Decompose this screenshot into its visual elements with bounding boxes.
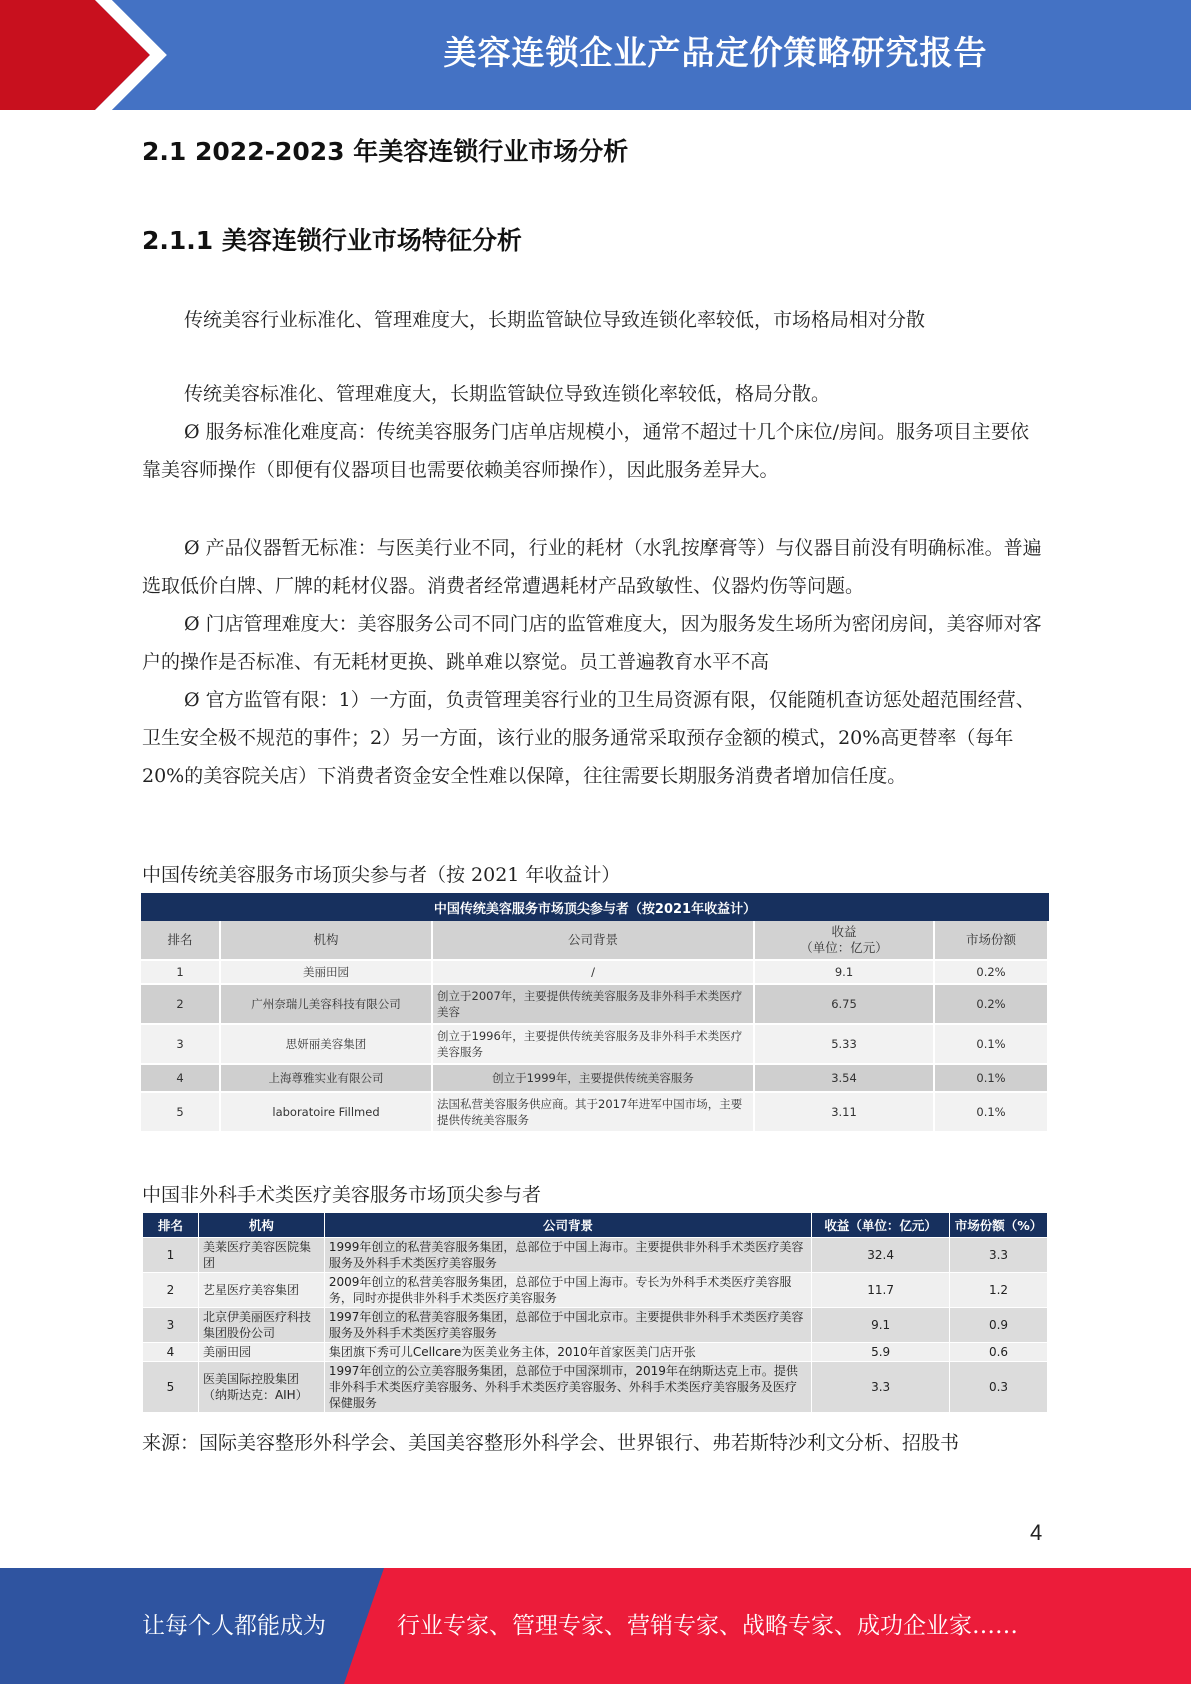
table2-cell-share: 3.3 — [950, 1238, 1048, 1273]
footer-slogan-left: 让每个人都能成为 — [142, 1613, 326, 1639]
table2-cell-revenue: 32.4 — [812, 1238, 950, 1273]
footer-slogan-right: 行业专家、管理专家、营销专家、战略专家、成功企业家…… — [397, 1613, 1018, 1639]
table1-cell-org: 美丽田园 — [221, 961, 433, 985]
table-row — [141, 985, 1049, 1025]
table1-cell-rank: 3 — [141, 1025, 221, 1065]
table1-cell-revenue: 6.75 — [755, 985, 935, 1025]
lead-text: 传统美容行业标准化、管理难度大，长期监管缺位导致连锁化率较低，市场格局相对分散 — [184, 309, 926, 331]
table2-cell-share: 1.2 — [950, 1273, 1048, 1308]
table1-header-revenue-line2: （单位：亿元） — [800, 940, 888, 955]
table-row — [143, 1273, 1048, 1308]
table1-header-revenue — [755, 921, 935, 961]
medical-beauty-table — [142, 1212, 1048, 1413]
table2-header-share: 市场份额（%） — [950, 1213, 1048, 1238]
table2-cell-org: 艺星医疗美容集团 — [198, 1273, 324, 1308]
table2-cell-revenue: 9.1 — [812, 1308, 950, 1343]
table2-cell-org: 医美国际控股集团（纳斯达克：AIH） — [198, 1362, 324, 1413]
table1-cell-revenue: 9.1 — [755, 961, 935, 985]
table-row — [143, 1308, 1048, 1343]
paragraph-2 — [142, 413, 1046, 489]
table1-cell-share: 0.2% — [935, 961, 1049, 985]
table1-cell-bg: 创立于1996年，主要提供传统美容服务及非外科手术类医疗美容服务 — [433, 1025, 755, 1065]
table1-cell-rank: 5 — [141, 1093, 221, 1133]
table1-header-bg: 公司背景 — [433, 921, 755, 961]
table1-cell-rank: 4 — [141, 1065, 221, 1093]
table2-cell-share: 0.9 — [950, 1308, 1048, 1343]
lead-paragraph — [142, 301, 1046, 339]
table1-header-revenue-line1: 收益 — [831, 924, 857, 939]
table2-cell-bg: 1999年创立的私营美容服务集团，总部位于中国上海市。主要提供非外科手术类医疗美容服务及外科手术类医疗美容服务 — [324, 1238, 811, 1273]
table1-caption: 中国传统美容服务市场顶尖参与者（按 2021 年收益计） — [142, 864, 621, 886]
table2-header-revenue: 收益（单位：亿元） — [812, 1213, 950, 1238]
table1-banner: 中国传统美容服务市场顶尖参与者（按2021年收益计） — [141, 893, 1049, 921]
page-number: 4 — [1030, 1520, 1043, 1545]
table2-cell-bg: 2009年创立的私营美容服务集团，总部位于中国上海市。专长为外科手术类医疗美容服务，同时亦提供非外科手术类医疗美容服务 — [324, 1273, 811, 1308]
table1-cell-org: 广州奈瑞儿美容科技有限公司 — [221, 985, 433, 1025]
page-footer — [0, 1568, 1191, 1684]
paragraph-5-text: Ø 官方监管有限：1）一方面，负责管理美容行业的卫生局资源有限，仅能随机查访惩处超范围经营、卫生安全极不规范的事件；2）另一方面，该行业的服务通常采取预存金额的模式，20%高更替率（每年 20%的美容院关店）下消费者资金安全性难以保障，往往需要长期服务消费者增加信任度。 — [142, 689, 1035, 787]
table1-cell-bg: 创立于1999年，主要提供传统美容服务 — [433, 1065, 755, 1093]
table2-cell-rank: 3 — [143, 1308, 199, 1343]
table-row — [143, 1343, 1048, 1362]
section-heading: 2.1 2022-2023 年美容连锁行业市场分析 — [142, 137, 629, 166]
table2-caption: 中国非外科手术类医疗美容服务市场顶尖参与者 — [142, 1184, 542, 1206]
table1-header-org: 机构 — [221, 921, 433, 961]
paragraph-2-text: Ø 服务标准化难度高：传统美容服务门店单店规模小，通常不超过十几个床位/房间。服务项目主要依靠美容师操作（即便有仪器项目也需要依赖美容师操作），因此服务差异大。 — [142, 421, 1030, 481]
table1-header-share: 市场份额 — [935, 921, 1049, 961]
table2-cell-rank: 1 — [143, 1238, 199, 1273]
table2-cell-revenue: 5.9 — [812, 1343, 950, 1362]
table2-cell-revenue: 11.7 — [812, 1273, 950, 1308]
paragraph-1-text: 传统美容标准化、管理难度大，长期监管缺位导致连锁化率较低，格局分散。 — [184, 383, 831, 405]
table-row — [141, 1025, 1049, 1065]
table2-cell-org: 北京伊美丽医疗科技集团股份公司 — [198, 1308, 324, 1343]
table1-cell-rank: 1 — [141, 961, 221, 985]
table-row — [141, 1065, 1049, 1093]
table1-cell-org: laboratoire Fillmed — [221, 1093, 433, 1133]
table1-cell-revenue: 3.54 — [755, 1065, 935, 1093]
table-row — [141, 961, 1049, 985]
page-header — [0, 0, 1191, 110]
table2-cell-revenue: 3.3 — [812, 1362, 950, 1413]
table2-cell-share: 0.6 — [950, 1343, 1048, 1362]
source-note: 来源：国际美容整形外科学会、美国美容整形外科学会、世界银行、弗若斯特沙利文分析、招股书 — [142, 1432, 960, 1454]
table1-cell-share: 0.1% — [935, 1065, 1049, 1093]
table2-cell-org: 美丽田园 — [198, 1343, 324, 1362]
header-title: 美容连锁企业产品定价策略研究报告 — [443, 33, 988, 72]
paragraph-3-text: Ø 产品仪器暂无标准：与医美行业不同，行业的耗材（水乳按摩膏等）与仪器目前没有明确标准。普遍选取低价白牌、厂牌的耗材仪器。消费者经常遭遇耗材产品致敏性、仪器灼伤等问题。 — [142, 537, 1042, 597]
table2-header-org: 机构 — [198, 1213, 324, 1238]
table-row — [143, 1362, 1048, 1413]
header-arrow-decoration — [0, 0, 300, 110]
table-row — [143, 1238, 1048, 1273]
table1-header-rank: 排名 — [141, 921, 221, 961]
paragraph-3 — [142, 529, 1046, 605]
table1-cell-share: 0.1% — [935, 1093, 1049, 1133]
table2-cell-bg: 集团旗下秀可儿Cellcare为医美业务主体，2010年首家医美门店开张 — [324, 1343, 811, 1362]
table1-cell-rank: 2 — [141, 985, 221, 1025]
table1-cell-bg: 创立于2007年，主要提供传统美容服务及非外科手术类医疗美容 — [433, 985, 755, 1025]
paragraph-1 — [142, 375, 1046, 413]
table1-cell-share: 0.1% — [935, 1025, 1049, 1065]
table1-cell-bg: / — [433, 961, 755, 985]
traditional-beauty-table — [141, 893, 1049, 1133]
table2-header-bg: 公司背景 — [324, 1213, 811, 1238]
table2-cell-org: 美莱医疗美容医院集团 — [198, 1238, 324, 1273]
paragraph-4-text: Ø 门店管理难度大：美容服务公司不同门店的监管难度大，因为服务发生场所为密闭房间，美容师对客户的操作是否标准、有无耗材更换、跳单难以察觉。员工普遍教育水平不高 — [142, 613, 1042, 673]
table-row — [141, 1093, 1049, 1133]
table2-header-rank: 排名 — [143, 1213, 199, 1238]
paragraph-5 — [142, 681, 1046, 795]
table2-cell-bg: 1997年创立的公立美容服务集团，总部位于中国深圳市，2019年在纳斯达克上市。提供非外科手术类医疗美容服务、外科手术类医疗美容服务、外科手术类医疗美容服务及医疗保健服务 — [324, 1362, 811, 1413]
table1-cell-share: 0.2% — [935, 985, 1049, 1025]
table1-cell-bg: 法国私营美容服务供应商。其于2017年进军中国市场，主要提供传统美容服务 — [433, 1093, 755, 1133]
paragraph-4 — [142, 605, 1046, 681]
subsection-heading: 2.1.1 美容连锁行业市场特征分析 — [142, 226, 522, 255]
table1-cell-revenue: 5.33 — [755, 1025, 935, 1065]
table1-cell-revenue: 3.11 — [755, 1093, 935, 1133]
table2-cell-rank: 2 — [143, 1273, 199, 1308]
table2-cell-rank: 4 — [143, 1343, 199, 1362]
table2-cell-bg: 1997年创立的私营美容服务集团，总部位于中国北京市。主要提供非外科手术类医疗美容服务及外科手术类医疗美容服务 — [324, 1308, 811, 1343]
table2-cell-share: 0.3 — [950, 1362, 1048, 1413]
table1-cell-org: 思妍丽美容集团 — [221, 1025, 433, 1065]
table1-cell-org: 上海尊雅实业有限公司 — [221, 1065, 433, 1093]
table2-cell-rank: 5 — [143, 1362, 199, 1413]
